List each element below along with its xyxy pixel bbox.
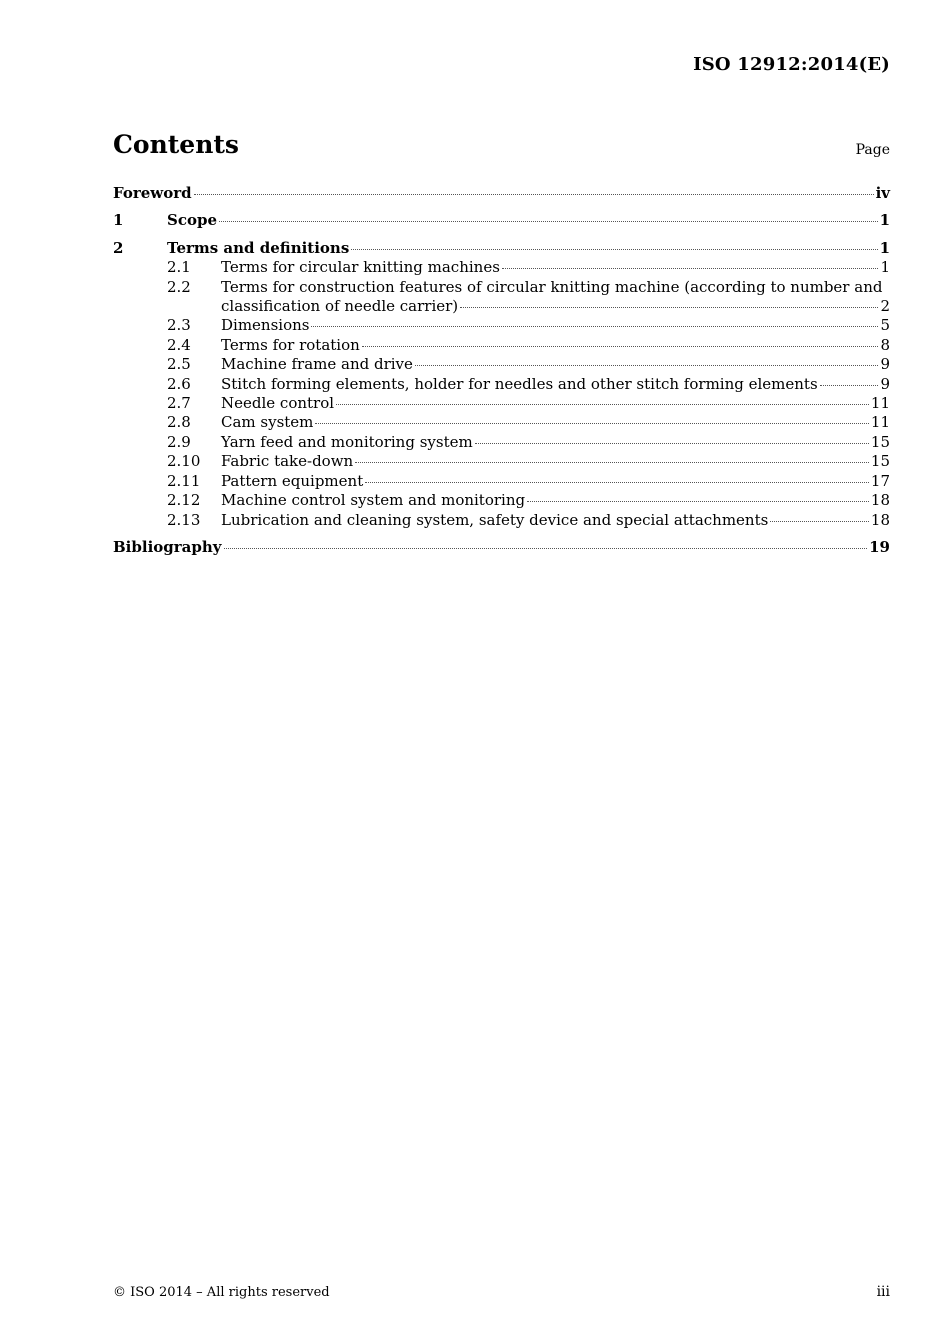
- toc-page-number: 1: [879, 211, 890, 230]
- dot-leader: [362, 346, 879, 347]
- dot-leader: [475, 443, 869, 444]
- toc-entry-2-3[interactable]: [113, 316, 890, 335]
- contents-title: Contents: [113, 130, 240, 159]
- dot-leader: [460, 307, 878, 308]
- toc-page-number: 5: [880, 316, 890, 335]
- toc-entry-terms-and-definitions[interactable]: [113, 239, 890, 258]
- toc-entry-2-8[interactable]: [113, 413, 890, 432]
- toc-label: Terms and definitions: [167, 238, 350, 257]
- toc-page-number: 1: [880, 258, 890, 277]
- toc-label: Machine control system and monitoring: [221, 491, 526, 510]
- toc-section-number: 2.1: [167, 258, 191, 277]
- dot-leader: [820, 385, 879, 386]
- toc-entry-scope[interactable]: [113, 211, 890, 230]
- toc-page-number: 1: [879, 238, 890, 257]
- toc-label: Scope: [167, 211, 218, 230]
- toc-page-number: 9: [880, 355, 890, 374]
- toc-label-line-2: classification of needle carrier): [221, 297, 459, 316]
- toc-label: Dimensions: [221, 316, 310, 335]
- toc-entry-2-12[interactable]: [113, 491, 890, 510]
- toc-label-line-1: Terms for construction features of circular knitting machine (according to number and: [221, 277, 883, 296]
- dot-leader: [315, 423, 868, 424]
- dot-leader: [224, 548, 868, 549]
- toc-page-number: 9: [880, 374, 890, 393]
- dot-leader: [527, 501, 869, 502]
- toc-entry-foreword[interactable]: [113, 184, 890, 203]
- toc-entry-2-10[interactable]: [113, 452, 890, 471]
- toc-entry-2-4[interactable]: [113, 336, 890, 355]
- toc-label: Cam system: [221, 413, 314, 432]
- toc-label: Pattern equipment: [221, 471, 364, 490]
- dot-leader: [415, 365, 879, 366]
- page-number: iii: [876, 1284, 890, 1300]
- toc-page-number: 15: [870, 452, 890, 471]
- toc-section-number: 2.12: [167, 491, 201, 510]
- dot-leader: [311, 326, 878, 327]
- toc-entry-2-1[interactable]: [113, 258, 890, 277]
- dot-leader: [351, 249, 877, 250]
- table-of-contents: [113, 184, 890, 557]
- toc-label: Stitch forming elements, holder for needles and other stitch forming elements: [221, 374, 818, 393]
- document-identifier: ISO 12912:2014(E): [693, 54, 890, 75]
- toc-section-number: 2.7: [167, 394, 191, 413]
- toc-page-number: 11: [870, 413, 890, 432]
- toc-section-number: 2: [113, 238, 124, 257]
- dot-leader: [336, 404, 869, 405]
- toc-page-number: 11: [870, 394, 890, 413]
- toc-label: Bibliography: [113, 537, 222, 556]
- toc-section-number: 2.6: [167, 374, 191, 393]
- dot-leader: [502, 268, 879, 269]
- dot-leader: [365, 482, 869, 483]
- toc-entry-2-11[interactable]: [113, 472, 890, 491]
- toc-page-number: 8: [880, 335, 890, 354]
- toc-page-number: 18: [870, 491, 890, 510]
- dot-leader: [219, 221, 878, 222]
- toc-section-number: 2.4: [167, 335, 191, 354]
- toc-label: Needle control: [221, 394, 335, 413]
- page-column-label: Page: [855, 142, 890, 158]
- toc-entry-bibliography[interactable]: [113, 538, 890, 557]
- toc-entry-2-9[interactable]: [113, 433, 890, 452]
- dot-leader: [770, 521, 869, 522]
- toc-label: Foreword: [113, 184, 192, 202]
- toc-label: Terms for rotation: [221, 335, 360, 354]
- dot-leader: [355, 462, 869, 463]
- toc-page-number: 2: [880, 297, 890, 316]
- toc-section-number: 2.11: [167, 471, 201, 490]
- toc-label: Yarn feed and monitoring system: [221, 432, 473, 451]
- toc-label: Machine frame and drive: [221, 355, 413, 374]
- contents-heading-row: [113, 130, 890, 166]
- toc-entry-2-13[interactable]: [113, 511, 890, 530]
- toc-section-number: 2.8: [167, 413, 191, 432]
- toc-label: Fabric take-down: [221, 452, 354, 471]
- toc-page-number: 18: [870, 510, 890, 529]
- toc-entry-2-2[interactable]: [113, 278, 890, 317]
- dot-leader: [194, 194, 874, 195]
- toc-entry-2-6[interactable]: [113, 375, 890, 394]
- toc-section-number: 2.10: [167, 452, 201, 471]
- toc-entry-2-7[interactable]: [113, 394, 890, 413]
- toc-page-number: 19: [869, 537, 890, 556]
- toc-section-number: 2.2: [167, 277, 191, 296]
- toc-section-number: 1: [113, 211, 124, 230]
- copyright-notice: © ISO 2014 – All rights reserved: [113, 1285, 330, 1300]
- toc-section-number: 2.5: [167, 355, 191, 374]
- toc-page-number: 17: [870, 471, 890, 490]
- toc-section-number: 2.3: [167, 316, 191, 335]
- toc-label: Terms for circular knitting machines: [221, 258, 500, 277]
- toc-page-number: 15: [870, 432, 890, 451]
- toc-page-number: iv: [875, 184, 890, 202]
- toc-label: Lubrication and cleaning system, safety device and special attachments: [221, 510, 769, 529]
- toc-section-number: 2.9: [167, 432, 191, 451]
- toc-entry-2-5[interactable]: [113, 355, 890, 374]
- toc-section-number: 2.13: [167, 510, 201, 529]
